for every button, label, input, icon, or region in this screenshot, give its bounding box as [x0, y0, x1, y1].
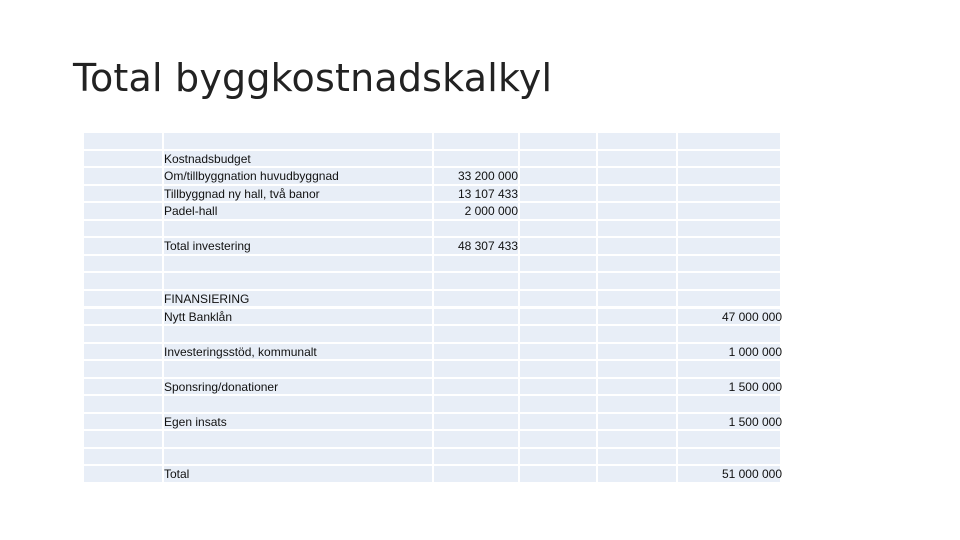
table-cell	[164, 221, 434, 239]
table-cell	[520, 414, 598, 432]
table-cell	[434, 133, 520, 151]
table-row	[84, 379, 782, 397]
table-cell	[520, 291, 598, 309]
table-row	[84, 431, 782, 449]
table-row	[84, 151, 782, 169]
table-row	[84, 449, 782, 467]
cost-value: 2 000 000	[464, 204, 518, 219]
table-cell	[598, 238, 678, 256]
row-label: Total investering	[164, 239, 251, 254]
table-cell	[84, 273, 164, 291]
table-cell	[598, 186, 678, 204]
table-cell	[84, 256, 164, 274]
cost-table	[84, 133, 782, 484]
financing-value: 47 000 000	[721, 309, 782, 324]
table-row	[84, 256, 782, 274]
table-cell	[678, 326, 782, 344]
table-cell	[520, 221, 598, 239]
table-cell	[434, 396, 520, 414]
table-cell	[598, 203, 678, 221]
table-cell	[678, 238, 782, 256]
table-cell	[598, 466, 678, 484]
table-row	[84, 291, 782, 309]
table-row	[84, 221, 782, 239]
table-cell	[520, 256, 598, 274]
table-cell	[434, 309, 520, 327]
table-cell	[434, 221, 520, 239]
table-row	[84, 466, 782, 484]
row-label: FINANSIERING	[164, 291, 250, 306]
table-cell	[520, 344, 598, 362]
table-cell	[84, 151, 164, 169]
table-cell	[678, 151, 782, 169]
table-row	[84, 203, 782, 221]
table-cell	[84, 449, 164, 467]
table-cell	[678, 449, 782, 467]
table-cell	[84, 203, 164, 221]
table-cell	[164, 273, 434, 291]
table-cell	[84, 326, 164, 344]
table-cell	[164, 396, 434, 414]
table-cell	[84, 431, 164, 449]
table-cell	[434, 273, 520, 291]
table-cell	[164, 361, 434, 379]
table-cell	[84, 221, 164, 239]
table-cell	[84, 361, 164, 379]
row-label: Total	[164, 467, 190, 482]
table-cell	[520, 186, 598, 204]
table-cell	[678, 291, 782, 309]
table-cell	[520, 449, 598, 467]
table-cell	[520, 151, 598, 169]
cost-value: 33 200 000	[457, 169, 518, 184]
row-label: Investeringsstöd, kommunalt	[164, 344, 317, 359]
table-cell	[434, 466, 520, 484]
table-cell	[84, 238, 164, 256]
table-cell	[598, 449, 678, 467]
table-cell	[84, 168, 164, 186]
table-cell	[598, 256, 678, 274]
table-cell	[164, 133, 434, 151]
table-row	[84, 396, 782, 414]
row-label: Tillbyggnad ny hall, två banor	[164, 186, 320, 201]
table-cell	[164, 326, 434, 344]
financing-value: 1 500 000	[728, 379, 782, 394]
financing-value: 1 500 000	[728, 414, 782, 429]
table-cell	[434, 431, 520, 449]
table-cell	[598, 344, 678, 362]
table-cell	[84, 133, 164, 151]
table-cell	[434, 361, 520, 379]
row-label: Om/tillbyggnation huvudbyggnad	[164, 169, 339, 184]
table-cell	[598, 273, 678, 291]
table-cell	[598, 221, 678, 239]
table-row	[84, 344, 782, 362]
cost-value: 48 307 433	[457, 239, 518, 254]
table-cell	[520, 431, 598, 449]
table-cell	[520, 133, 598, 151]
table-cell	[520, 326, 598, 344]
table-cell	[598, 168, 678, 186]
table-cell	[84, 379, 164, 397]
table-cell	[434, 379, 520, 397]
row-label: Kostnadsbudget	[164, 151, 251, 166]
table-cell	[520, 168, 598, 186]
table-row	[84, 133, 782, 151]
row-label: Nytt Banklån	[164, 309, 233, 324]
table-cell	[434, 344, 520, 362]
table-cell	[678, 396, 782, 414]
table-cell	[164, 466, 434, 484]
table-row	[84, 361, 782, 379]
table-cell	[598, 414, 678, 432]
table-cell	[678, 431, 782, 449]
table-cell	[84, 396, 164, 414]
table-cell	[598, 361, 678, 379]
table-cell	[84, 186, 164, 204]
table-cell	[598, 309, 678, 327]
table-cell	[520, 466, 598, 484]
table-cell	[164, 256, 434, 274]
row-label: Sponsring/donationer	[164, 379, 279, 394]
table-cell	[678, 203, 782, 221]
table-cell	[434, 256, 520, 274]
table-cell	[520, 309, 598, 327]
table-cell	[678, 186, 782, 204]
table-cell	[84, 309, 164, 327]
table-cell	[598, 431, 678, 449]
table-row	[84, 309, 782, 327]
table-cell	[520, 273, 598, 291]
table-row	[84, 168, 782, 186]
table-cell	[598, 396, 678, 414]
table-cell	[434, 151, 520, 169]
table-cell	[520, 203, 598, 221]
table-cell	[598, 151, 678, 169]
financing-value: 51 000 000	[721, 467, 782, 482]
row-label: Padel-hall	[164, 204, 218, 219]
table-cell	[598, 133, 678, 151]
table-row	[84, 326, 782, 344]
table-cell	[520, 396, 598, 414]
table-cell	[678, 168, 782, 186]
table-cell	[84, 344, 164, 362]
table-cell	[520, 379, 598, 397]
table-cell	[520, 238, 598, 256]
table-cell	[84, 291, 164, 309]
table-cell	[164, 431, 434, 449]
table-row	[84, 186, 782, 204]
table-cell	[678, 256, 782, 274]
table-row	[84, 273, 782, 291]
table-cell	[434, 449, 520, 467]
table-row	[84, 414, 782, 432]
row-label: Egen insats	[164, 414, 227, 429]
table-cell	[598, 291, 678, 309]
table-cell	[84, 414, 164, 432]
table-cell	[678, 361, 782, 379]
financing-value: 1 000 000	[728, 344, 782, 359]
table-cell	[678, 221, 782, 239]
table-cell	[678, 133, 782, 151]
table-cell	[164, 449, 434, 467]
table-cell	[598, 379, 678, 397]
slide-title: Total byggkostnadskalkyl	[73, 56, 553, 100]
table-cell	[520, 361, 598, 379]
table-cell	[678, 273, 782, 291]
table-cell	[598, 326, 678, 344]
table-cell	[434, 326, 520, 344]
table-row	[84, 238, 782, 256]
cost-value: 13 107 433	[457, 186, 518, 201]
table-cell	[84, 466, 164, 484]
table-cell	[434, 291, 520, 309]
table-cell	[434, 414, 520, 432]
